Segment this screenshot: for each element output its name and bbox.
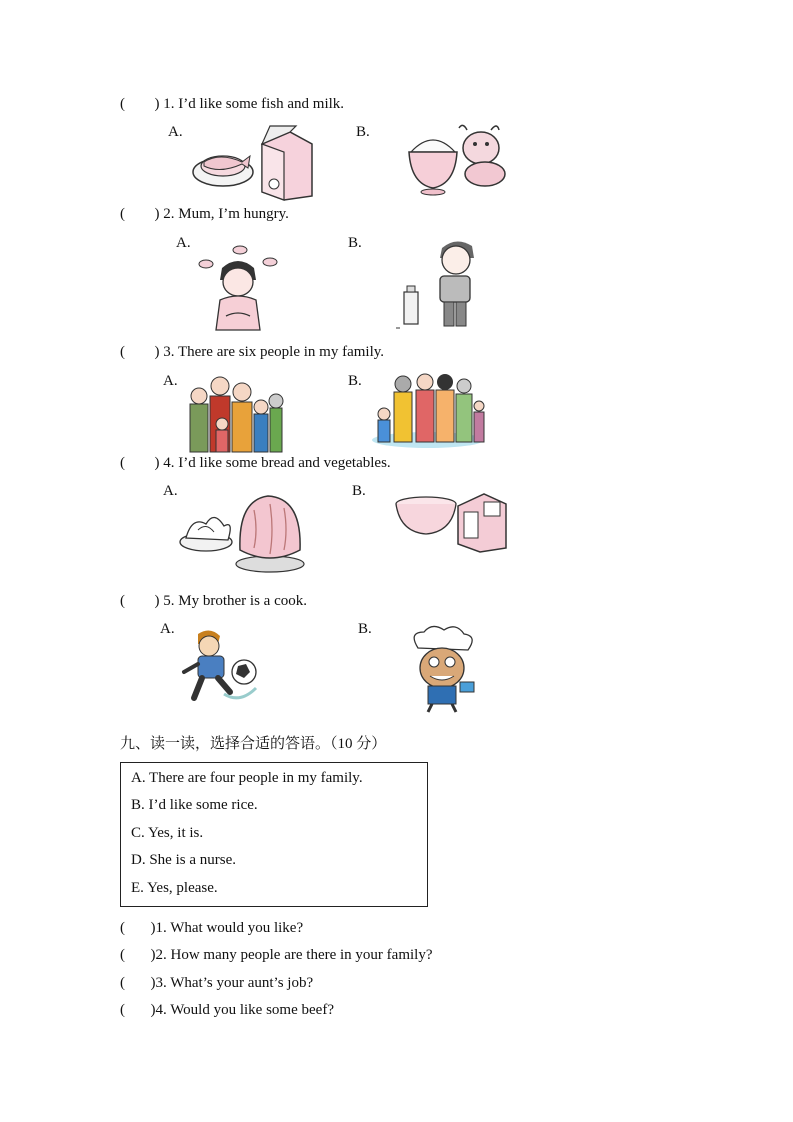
answer-paren-open[interactable]: ( [120,920,125,936]
item-text: )3. What’s your aunt’s job? [150,975,314,991]
answer-paren-open[interactable]: ( [120,947,125,963]
section-9-title: 九、读一读，选择合适的答语。（10 分） [120,736,387,752]
chef-boy-picture[interactable] [404,626,480,712]
large-family-picture[interactable] [186,374,284,452]
milk-carton-icon [262,126,312,200]
option-a-label: A. [163,483,178,499]
option-b-label: B. [358,621,372,637]
bread-vegetables-picture[interactable] [178,490,308,576]
option-b-label: B. [348,373,362,389]
fish-milk-picture[interactable] [190,122,320,200]
answer-paren-open[interactable]: ( [120,975,125,991]
rice-cow-picture[interactable] [405,122,509,200]
section-9-item-4 [120,1002,334,1019]
item-text: )4. Would you like some beef? [150,1002,334,1018]
item-text: )2. How many people are there in your family? [150,947,433,963]
question-5 [120,593,307,610]
question-text: 5. My brother is a cook. [163,593,307,609]
question-text: 1. I’d like some fish and milk. [163,96,345,112]
choice-e: E. Yes, please. [131,880,218,896]
vegetables-icon [180,517,232,551]
family-group-icon [378,374,484,442]
thirsty-boy-picture[interactable] [396,236,482,330]
hungry-girl-icon [199,246,277,330]
option-a-label: A. [168,124,183,140]
question-3 [120,344,384,361]
section-9-item-1 [120,920,303,937]
answer-paren-close[interactable]: ) [154,206,160,222]
bowl-icon [396,497,456,534]
chef-boy-icon [414,626,474,712]
choice-a: A. There are four people in my family. [131,770,363,786]
question-text: 3. There are six people in my family. [163,344,385,360]
choice-c: C. Yes, it is. [131,825,204,841]
bowl-juice-picture[interactable] [392,488,508,554]
hungry-girl-picture[interactable] [196,244,284,330]
section-9-item-2 [120,947,432,964]
answer-paren-open[interactable]: ( [120,455,125,471]
question-2 [120,206,289,223]
football-player-icon [184,630,256,698]
answer-paren-open[interactable]: ( [120,206,125,222]
rice-bowl-icon [409,140,457,195]
thirsty-boy-icon [396,241,474,328]
answer-paren-open[interactable]: ( [120,593,125,609]
answer-paren-open[interactable]: ( [120,96,125,112]
answer-paren-close[interactable]: ) [154,455,160,471]
juice-carton-icon [458,494,506,552]
question-4 [120,455,391,472]
option-a-label: A. [163,373,178,389]
item-text: )1. What would you like? [150,920,304,936]
choice-d: D. She is a nurse. [131,852,236,868]
question-text: 4. I’d like some bread and vegetables. [163,455,391,471]
option-a-label: A. [160,621,175,637]
question-1 [120,96,344,113]
section-9-item-3 [120,975,313,992]
large-family-icon [190,377,283,452]
question-text: 2. Mum, I’m hungry. [163,206,289,222]
answer-choices-box [120,762,428,907]
answer-paren-close[interactable]: ) [154,593,160,609]
option-b-label: B. [352,483,366,499]
family-group-picture[interactable] [370,374,486,450]
choice-b: B. I’d like some rice. [131,797,258,813]
option-a-label: A. [176,235,191,251]
option-b-label: B. [356,124,370,140]
answer-paren-close[interactable]: ) [154,344,160,360]
cow-icon [459,125,505,186]
fish-on-plate-icon [193,156,253,186]
bread-loaf-icon [236,496,304,572]
answer-paren-close[interactable]: ) [154,96,160,112]
answer-paren-open[interactable]: ( [120,344,125,360]
option-b-label: B. [348,235,362,251]
football-player-picture[interactable] [180,626,264,710]
answer-paren-open[interactable]: ( [120,1002,125,1018]
